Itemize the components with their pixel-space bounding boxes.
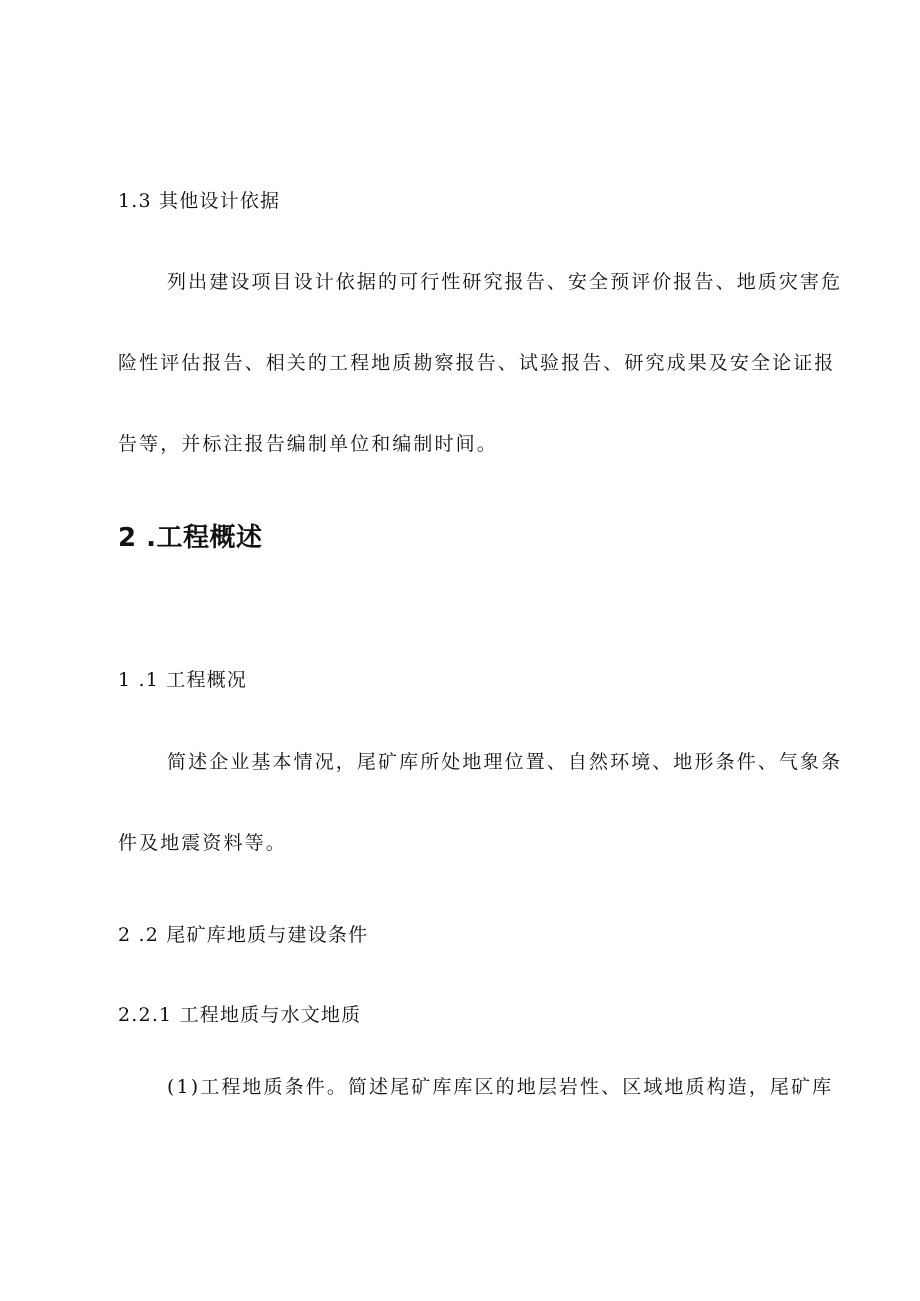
section-2-heading: 2 .工程概述 [118, 523, 263, 553]
section-2-1-paragraph-line-2: 件及地震资料等。 [118, 832, 287, 854]
section-2-2-1-heading: 2.2.1 工程地质与水文地质 [118, 1004, 362, 1026]
section-1-3-paragraph-line-3: 告等，并标注报告编制单位和编制时间。 [118, 433, 498, 455]
section-2-1-heading: 1 .1 工程概况 [118, 669, 248, 691]
section-2-1-paragraph-line-1: 简述企业基本情况，尾矿库所处地理位置、自然环境、地形条件、气象条 [167, 751, 843, 773]
section-1-3-paragraph-line-2: 险性评估报告、相关的工程地质勘察报告、试验报告、研究成果及安全论证报 [118, 352, 836, 374]
section-1-3-paragraph-line-1: 列出建设项目设计依据的可行性研究报告、安全预评价报告、地质灾害危 [167, 271, 843, 293]
section-2-2-1-paragraph-line-1: (1)工程地质条件。简述尾矿库库区的地层岩性、区域地质构造，尾矿库 [167, 1076, 834, 1098]
section-1-3-heading: 1.3 其他设计依据 [118, 190, 281, 212]
section-2-2-heading: 2 .2 尾矿库地质与建设条件 [118, 924, 369, 946]
